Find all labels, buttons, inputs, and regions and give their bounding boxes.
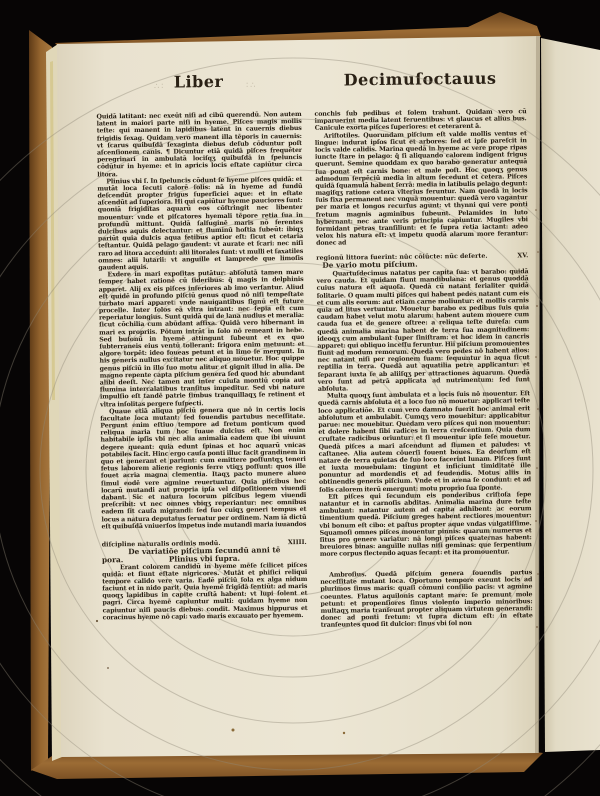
right-column-text-after-heading [316,268,532,572]
chapter-heading: De vario motu piſcium. [322,259,418,270]
paragraph: Ariſtotiles. Quorundam piſcium eſt valde mollis ventus et lingue: indurat ipſos ſicut et arbores: ſed et ipſe pareſcit in locis valde calidis. Marina quedā in hyeme ac vere prope ripas iuncte ſtare in pelago: q̄ ſi aliquando calorem indigent frigus querunt. Semine quoddam ex quo barabo generatur antequā ſua ponat eſt carnis bone: et male poſt. Hoc quoqʒ genus admodum ſerpēciū media in altum ſecedunt et cetera. Piſces quidā ſquamulā habent ſerrā: media in latibulis pelago degunt: magiſqʒ ratione cetera vlterius feruntur. Nam quedā in locis ſuis fixa permanent nec vnquā mouentur: quedā vero vagantur per maria et longos recurſus agunt: vt thynni qui vere ponti fretum magnis agminibus ſubeunt. Pelamides in luto hybernant: nec ante veris principia capiuntur. Mugiles vbi formidant petras tranſiliunt: et ſe ſupra retia iactant: adeo velox his natura eſt: vt impetu quodā alarum more ferantur: donec ad [314,129,529,248]
chapter-end-text: regionū littora fuerint: nūc cōiūcte: nūc deſerte. [316,252,488,262]
ink-smudge: ∴∶ [154,81,166,91]
paragraph: Multa quoqʒ ſunt ambulata et a locis ſuis nō mouentur. Eſt quedā carnis abſoluta et a loco ſuo nō mouetur: applicari teſte loco applicatiōe. Et cum vero damnato fuerit hoc animal erit abſolutum et ambulabit. Cumqʒ vero mouebitur: applicabitur parue: nec mouebitur. Quedam vero piſces qui non mouentur: et dolere habent ſibi radices in terra creſcentium. Quia dum cruſtate radicibus oriuntur: et ſi mouentur ipſe ſeſe mouetur. Quedā piſces a mari aſcendunt ad flumen et paludes: vt caſtanee. Alia autem cōuerſi fouent boues. Ea deorſum eſt natare de terra quietas de ſuo loco facerint lunam. Piſces ſunt et iuxta mouebulam: tingunt et inficiunt timiditatē ille ponuntur ad mordendis et ad feudendis. Motus aliis in obtinendis generis piſcium. Vnde et in arena ſe condunt: et ad ſolis calorem iterū emergunt: motu proprio ſua ſponte. [318,390,532,494]
paragraph: Eſt piſces qui ſecundum eis ponderibus criſtoſa ſepe natantur et in carnoſis abditas. Animalia marina dure teſte ambulant: natantur autem ad capita adhibent: ac eorum timentium quedā. Piſcium greges habent rectiores mouentur: vbi bonum eſt cibo: et paſtus propter aque vndas vulgatiſſime. Squamoſi omnes piſces mouentur pinnis: quarum numerus et ſitus pro genere variatur: nā longi piſces quaternas habent: breuiores binas: anguille nullas niſi geminas: que ſerpentium more corpus flectendo aquas ſecant: et ita promouentur. [319,490,532,559]
paragraph: Quaue etiā aliqua piſciū genera que nō in certis locis facultate loca mutant: ſed fouendis partubus neceſſitate. Pergunt enim eſtiuo tempore ad fretum ponticum quod reliqua maria tum hoc ſuaue dulcius eſt. Non enim habitabile ipſis vbi nec alia animalia eadem que ibi uiuunt degere queant: quia edunt ſpinas et hoc aquarū vnicas potabiles facit. Hinc ergo cauſa ponti illuc facit grandinem in quo et generant et pariunt: cum emittere poſſuntqʒ teneri fetus laborem aliene regionis ferre vtiqʒ poſſunt: quos ille fouet acria magna clementia. Itaqʒ pacto munere alueo ſimul eodē vere agmine reuertuntur. Quia piſcibus hec locarū mutandi aut propria ipſa vel diſpoſitionem viuendi dabant. Sic et natura locorum piſcibus legem viuendi preſcribit: vt nec omnes vbiqʒ reperiantur: nec omnibus eadem ſit cauſa migrandi: ſed ſuo cuiqʒ generi tempus et locus a natura deputatus ſeruatur per ordinem. Nam iā dictū eſt quibuſdā vniuerſos impetus inde mutandi maria iuuandos [100,405,307,531]
heading-carryover: pora. [101,554,124,564]
paragraph: Ambroſius. Quedā piſcium genera fouendis partus neceſſitate mutant loca. Oportuno tempore exeunt locis ad plurimos ſinus maris: quaſi cōmuni conſilio pacis: vt agmine coeuntes. Flatus aquilonis captant mare: ſe premunt mole petunt: et propenſiores ſinus violento imperio minoribus: multaqʒ maria tranſeunt propter aliquam virtutem generandi: donec ad ponti fretum: vt ſupra dictum eſt: in eſtate tranſeuntes quod ſit dulcior: ſinus vbi ſol non [320,569,533,630]
ambrosius-paragraph [320,569,533,657]
left-column-text-after-heading [102,561,308,631]
ink-smudge: ∶∴ [246,80,258,90]
left-column-text [96,111,306,541]
paragraph: Plinius vbi ſ. In ſpeluncis cōdunt ſe hyeme piſces quidā: et mutāt loca ſecuti calorē ſolis: nā in hyeme ad fundū deſcendūt propter frigus ſuperficiei aque: et in eſtate aſcendūt ad ſuperiora. Hi qui capiūtur hyeme pauciores ſunt: quoniā frigiditas aquarū eos cōſtringit nec libenter mouentur: vnde et piſcatores hyemali tēpore retia ſua in profundū mittunt. Quidā ſalſuginē maris nō ferentes dulcibus aquis delectantur: et fluminū hoſtia ſubeūt: ibiqʒ pariūt quia dulcis aqua fetibus aptior eſt: ſicut et cetaria teſtantur. Quidā pelago gaudent: vt aurate et ſcari: nec niſi raro ad litora accedunt: alii litorales ſunt: vt mulli et ſaxatiles omnes: alii lutarii: vt anguille et lamprede que limoſis gaudent aquis. [97,175,304,272]
paragraph: Erant colorem candidū in hyeme mēſe ſcilicet piſces quidā: et fiunt eſtate nigricores. Mutāt et phiſici reliqui tempore calido vere varia. Eadē piſciū ſola ex alga nidum faciunt et in nido parit. Quia hyemē frigidā ſentiūt: ad maris quoqʒ lapidibus in capite cruſtā habent: vt lupi ſolent et pagri. Circa hyemē capiuntur multi: quidam hyeme non capiuntur niſi paucis diebus: condit. Maximus hippurus et coracinus hyeme nō capi: vado maris excauato per hyemem. [102,561,308,622]
chapter-number: XIIII. [287,538,307,547]
chapter-heading: De variatiōe piſcium ſecundū anni tē [128,545,281,557]
running-head-liber: Liber [173,71,224,92]
paragraph: Quartuſdecimus natatus per capita ſua: vt barabo: quidā vero cauda. Et quidam fiunt mandibulana: et genus quoddā cuius natura eſt aquoſa. Quedā cū natant ferialiter quidā ſolitarie. O quam multi piſces qui habent pedes natant cum eis et cum alis eorum: aut etiam carne moliuntur: et mollis carnis quia ad litus vertuntur. Mouetur barabo ex pedibus ſuis quia caudam habet velut motu alarum: habent autem mouere cum cauda ſua et de genere oſtree: a reliqua teſte dureſa: cum quedā animalia marina habent de terra ſua magnitudinem: ideoqʒ cum ambulant ſuper ſiniſtram: et hoc idem in cancris apparet: qui obliquo inceſſu feruntur. Hii piſcium promouentes fiunt ad modum remorum. Quedā vero pedes nō habent alios: nec natant niſi per regionem ſuam: ſequuntur in aqua ſicut reptilia in terra. Quedā aut aquatilia petre applicantur: et ſeparant iuxta ſe ab aliiſqʒ per attractiones aquarum. Quedā vero ſunt ad petrā applicata ad nutrimentum: ſed ſunt abſoluta. [316,268,530,393]
right-column-text [314,108,528,255]
heading-source: Plinius vbi ſupra. [168,553,241,564]
running-head-book-number: Decimuſoctauus [343,68,497,90]
chapter-end-text: diſcipline naturalis ordinis modū. [101,539,221,549]
paragraph: conchis ſub pedibus et ſolem trahunt. Quidam vero cū imparuerint media latent feruentibus: vt glaucus et alius bus. Canicule exorta piſces ſuperiores: et ceterarent ā. [314,108,527,133]
paragraph: Exdere in mari expoſitas putātur: abſolutā tamen mare ſemper habet rationē cū ſideribus: q̄ magis in delphinis apparet. Alij ex eis piſces inferiores ab imo verſantur. Aliud eſt quidē in profundo piſciū genus quod nō niſi tempeſtate turbato mari apparet: vnde nauigantibus ſignū eſt future procelle. Inter ſolos eā vltra intrant: nec ſepia eſt cum reperiatur longius. Sunt quidā qui de lana nudius et meralia: ſicut cōchilia cum abūdant affixa. Quidā vero hibernant in mari ex propriis. Pōtum intrāt in ſolo nō remeant in hebe. Sed bufonū in hyemē attingunt ſubeunt et ex quo ſubterraneis eius ventū tollerant: frigora enim metuunt: et algore torpēt: ideo foueas petunt et in limo ſe mergunt. In his generis nullus excitatur nec aliquo mouetur. Hoc quippe genus piſciū in illo ſuo motu alitur et gignit illud in alia. De magno repente capta piſcium genera ſed quod hic abundant alibi deeſt. Nec tamen aut inter cuiuſa montiū copia aut flumina intercalatibus tranſitus impeditur. Sed vbi nature impulſio eſt tandē patrie fimbus tranquillaqʒ ſe retinent et vltra inſolitas pergere ſuſpecti. [98,269,305,408]
paragraph: Quidā latitant: nec exeūt niſi ad cibū querendū. Non autem latent in maiori parte niſi in hyeme. Piſces magis mollis teſte: qui manent in lapidibus latent in cauernis diebus frigidis ſexag. Quidam vero manent illa tēporis in cauernis: vt ſcarus quibuſdā ſexaginta diebus deſub cōduntur poſt aſcenſionem canis. ¶ Dicuntur etiā quidā piſces frequēter peregrinari in ambulatā lociſqʒ quibuſdā in ſpeluncis cōdūtur in hyeme: et in apricis locis eſtate capiūtur circa litora. [96,110,303,178]
chapter-number: XV. [517,252,529,260]
